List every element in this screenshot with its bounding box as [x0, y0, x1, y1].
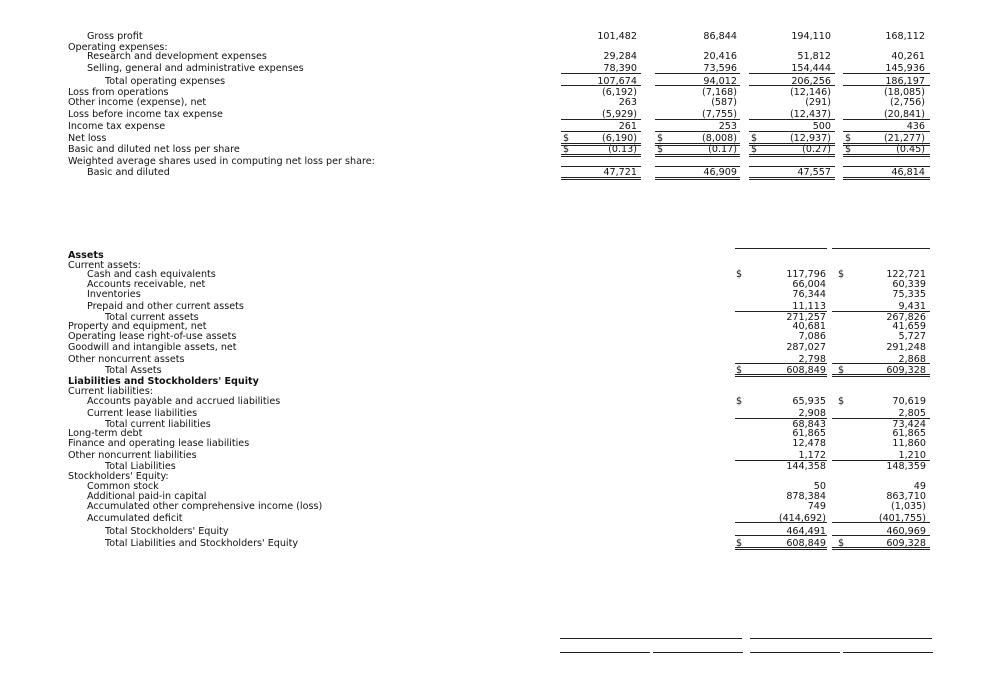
balance-cell: (414,692): [778, 513, 826, 524]
balance-row-label: Other noncurrent assets: [68, 354, 185, 365]
balance-cell: 60,339: [892, 279, 926, 290]
recon-section-label-row: [0, 600, 1000, 611]
balance-row-label: Goodwill and intangible assets, net: [68, 342, 237, 353]
income-currency-symbol: $: [845, 133, 852, 144]
balance-cell: 66,004: [792, 279, 826, 290]
income-cell: 46,814: [891, 167, 925, 178]
income-cell: 46,909: [703, 167, 737, 178]
balance-rule: [735, 376, 827, 377]
income-cell: (8,008): [702, 133, 737, 144]
balance-rule: [735, 522, 827, 523]
balance-currency-symbol: $: [736, 365, 743, 376]
income-cell: (6,190): [602, 133, 637, 144]
balance-cell: 609,328: [886, 538, 926, 549]
income-rule: [843, 73, 930, 74]
balance-cell: 271,257: [786, 312, 826, 323]
balance-rule: [735, 460, 827, 461]
income-cell: (0.13): [608, 144, 637, 155]
balance-row-label: Common stock: [87, 481, 159, 492]
income-cell: (587): [711, 97, 737, 108]
income-rule: [561, 156, 641, 157]
income-cell: (12,437): [789, 109, 831, 120]
income-rule: [655, 156, 740, 157]
balance-row: [0, 331, 1000, 342]
income-cell: 86,844: [703, 31, 737, 42]
balance-row: [0, 289, 1000, 300]
income-row: [0, 97, 1000, 108]
income-cell: 500: [812, 121, 831, 132]
income-rule: [749, 156, 835, 157]
balance-rule: [832, 549, 930, 550]
balance-cell: 5,727: [898, 331, 926, 342]
balance-cell: 7,086: [798, 331, 826, 342]
balance-cell: 73,424: [892, 419, 926, 430]
income-rule: [561, 85, 641, 86]
balance-cell: 148,359: [886, 461, 926, 472]
balance-row: [0, 396, 1000, 407]
income-rule: [655, 73, 740, 74]
balance-cell: 267,826: [886, 312, 926, 323]
balance-row-label: Current assets:: [68, 260, 141, 271]
balance-row-label: Long-term debt: [68, 428, 143, 439]
income-rule: [561, 179, 641, 180]
balance-cell: 40,681: [792, 321, 826, 332]
balance-cell: 2,908: [798, 408, 826, 419]
balance-row-label: Liabilities and Stockholders' Equity: [68, 376, 259, 387]
income-row: [0, 31, 1000, 42]
balance-cell: 609,328: [886, 365, 926, 376]
balance-row-label: Current lease liabilities: [87, 408, 198, 419]
balance-cell: 608,849: [786, 538, 826, 549]
balance-row: [0, 501, 1000, 512]
income-row-label: Operating expenses:: [68, 42, 168, 53]
balance-cell: 61,865: [792, 428, 826, 439]
income-rule: [843, 166, 930, 167]
balance-row: [0, 342, 1000, 353]
income-rule: [843, 145, 930, 146]
income-rule: [749, 179, 835, 180]
balance-cell: (1,035): [891, 501, 926, 512]
recon-years-row: [0, 640, 1000, 651]
balance-rule: [735, 418, 827, 419]
balance-rule: [832, 418, 930, 419]
balance-cell: 2,868: [898, 354, 926, 365]
income-cell: (7,168): [702, 87, 737, 98]
balance-row-label: Total Stockholders' Equity: [105, 526, 229, 537]
balance-cell: 464,491: [786, 526, 826, 537]
balance-cell: 878,384: [786, 491, 826, 502]
balance-cell: 2,798: [798, 354, 826, 365]
income-cell: (20,841): [883, 109, 925, 120]
balance-row-label: Property and equipment, net: [68, 321, 207, 332]
income-rule: [655, 119, 740, 120]
income-cell: 47,721: [603, 167, 637, 178]
income-rule: [843, 85, 930, 86]
income-cell: 101,482: [597, 31, 637, 42]
income-cell: (12,937): [789, 133, 831, 144]
balance-rule: [735, 311, 827, 312]
income-cell: (7,755): [702, 109, 737, 120]
balance-row-label: Prepaid and other current assets: [87, 301, 244, 312]
balance-rule: [735, 363, 827, 364]
income-cell: (18,085): [883, 87, 925, 98]
balance-cell: 291,248: [886, 342, 926, 353]
income-rule: [561, 119, 641, 120]
balance-cell: 68,843: [792, 419, 826, 430]
balance-col1-header-rule: [735, 248, 827, 249]
recon-year-3-rule: [750, 652, 840, 653]
income-cell: 73,596: [703, 63, 737, 74]
income-cell: 145,936: [885, 63, 925, 74]
income-row: [0, 51, 1000, 62]
balance-cell: 11,113: [792, 301, 826, 312]
balance-rule: [735, 535, 827, 536]
balance-cell: 144,358: [786, 461, 826, 472]
balance-row: [0, 438, 1000, 449]
balance-cell: (401,755): [878, 513, 926, 524]
balance-currency-symbol: $: [838, 538, 845, 549]
balance-cell: 50: [813, 481, 826, 492]
income-currency-symbol: $: [563, 144, 570, 155]
balance-currency-symbol: $: [838, 269, 845, 280]
balance-rule: [832, 535, 930, 536]
income-cell: (6,192): [602, 87, 637, 98]
balance-row-label: Total Assets: [105, 365, 162, 376]
income-cell: 94,012: [703, 76, 737, 87]
recon-year-2-rule: [653, 652, 743, 653]
income-rule: [843, 119, 930, 120]
balance-rule: [832, 522, 930, 523]
balance-cell: 287,027: [786, 342, 826, 353]
income-rule: [749, 73, 835, 74]
balance-rule: [832, 363, 930, 364]
income-row-label: Basic and diluted net loss per share: [68, 144, 240, 155]
income-rule: [843, 156, 930, 157]
balance-cell: 2,805: [898, 408, 926, 419]
income-cell: 168,112: [885, 31, 925, 42]
balance-row-label: Accounts receivable, net: [87, 279, 206, 290]
income-rule: [561, 145, 641, 146]
income-cell: 194,110: [791, 31, 831, 42]
recon-year-4-rule: [843, 652, 933, 653]
income-rule: [749, 131, 835, 132]
balance-currency-symbol: $: [736, 396, 743, 407]
balance-row-label: Additional paid-in capital: [87, 491, 207, 502]
income-rule: [843, 179, 930, 180]
balance-currency-symbol: $: [838, 396, 845, 407]
income-rule: [655, 145, 740, 146]
balance-row-label: Other noncurrent liabilities: [68, 450, 197, 461]
balance-cell: 75,335: [892, 289, 926, 300]
income-cell: (21,277): [883, 133, 925, 144]
income-cell: 40,261: [891, 51, 925, 62]
income-currency-symbol: $: [751, 144, 758, 155]
income-cell: 206,256: [791, 76, 831, 87]
income-cell: 20,416: [703, 51, 737, 62]
income-row-label: Research and development expenses: [87, 51, 267, 62]
balance-cell: 749: [807, 501, 826, 512]
balance-col2-header-rule: [832, 248, 930, 249]
income-rule: [749, 85, 835, 86]
income-rule: [843, 131, 930, 132]
balance-cell: 608,849: [786, 365, 826, 376]
balance-rule: [832, 460, 930, 461]
balance-row-label: Current liabilities:: [68, 386, 153, 397]
income-rule: [749, 119, 835, 120]
income-rule: [749, 145, 835, 146]
income-cell: 263: [618, 97, 637, 108]
balance-cell: 76,344: [792, 289, 826, 300]
balance-currency-symbol: $: [838, 365, 845, 376]
income-cell: (0.27): [802, 144, 831, 155]
balance-cell: 12,478: [792, 438, 826, 449]
income-currency-symbol: $: [657, 144, 664, 155]
income-cell: 186,197: [885, 76, 925, 87]
balance-row-label: Finance and operating lease liabilities: [68, 438, 250, 449]
income-cell: 436: [906, 121, 925, 132]
balance-cell: 9,431: [898, 301, 926, 312]
balance-cell: 49: [913, 481, 926, 492]
income-cell: (12,146): [789, 87, 831, 98]
income-row-label: Other income (expense), net: [68, 97, 207, 108]
recon-group1-rule: [560, 638, 742, 639]
income-currency-symbol: $: [845, 144, 852, 155]
balance-row-label: Total Liabilities: [105, 461, 176, 472]
income-rule: [561, 166, 641, 167]
income-cell: 29,284: [603, 51, 637, 62]
balance-row-label: Accumulated other comprehensive income (loss): [87, 501, 323, 512]
balance-row-label: Total current liabilities: [105, 419, 211, 430]
income-rule: [655, 131, 740, 132]
income-cell: (2,756): [890, 97, 925, 108]
balance-cell: 65,935: [792, 396, 826, 407]
income-cell: 154,444: [791, 63, 831, 74]
balance-row-label: Accumulated deficit: [87, 513, 183, 524]
balance-cell: 117,796: [786, 269, 826, 280]
income-row-label: Total operating expenses: [105, 76, 226, 87]
balance-cell: 460,969: [886, 526, 926, 537]
balance-row-label: Operating lease right-of-use assets: [68, 331, 237, 342]
income-row-label: Loss before income tax expense: [68, 109, 223, 120]
balance-row-label: Total Liabilities and Stockholders' Equity: [105, 538, 299, 549]
balance-cell: 11,860: [892, 438, 926, 449]
income-cell: 253: [718, 121, 737, 132]
balance-row-label: Stockholders' Equity:: [68, 471, 169, 482]
balance-row-label: Inventories: [87, 289, 141, 300]
balance-rule: [832, 311, 930, 312]
income-row-label: Gross profit: [87, 31, 143, 42]
income-cell: 261: [618, 121, 637, 132]
balance-cell: 122,721: [886, 269, 926, 280]
income-cell: 107,674: [597, 76, 637, 87]
income-rule: [655, 85, 740, 86]
income-currency-symbol: $: [563, 133, 570, 144]
income-row-label: Basic and diluted: [87, 167, 170, 178]
income-currency-symbol: $: [751, 133, 758, 144]
balance-cell: 1,210: [898, 450, 926, 461]
income-row-label: Net loss: [68, 133, 107, 144]
balance-cell: 61,865: [892, 428, 926, 439]
balance-row-label: Accounts payable and accrued liabilities: [87, 396, 281, 407]
balance-cell: 41,659: [892, 321, 926, 332]
balance-rule: [735, 549, 827, 550]
income-cell: (291): [805, 97, 831, 108]
income-row-label: Selling, general and administrative expenses: [87, 63, 304, 74]
balance-rule: [832, 376, 930, 377]
balance-cell: 70,619: [892, 396, 926, 407]
income-rule: [561, 131, 641, 132]
income-cell: (0.17): [708, 144, 737, 155]
income-row-label: Income tax expense: [68, 121, 166, 132]
balance-row-label: Cash and cash equivalents: [87, 269, 216, 280]
recon-group2-rule: [750, 638, 932, 639]
income-row-label: Weighted average shares used in computing net loss per share:: [68, 156, 375, 167]
income-cell: (0.45): [896, 144, 925, 155]
balance-cell: 1,172: [798, 450, 826, 461]
recon-year-1-rule: [560, 652, 650, 653]
balance-row-label: Total current assets: [105, 312, 199, 323]
balance-cell: 863,710: [886, 491, 926, 502]
income-currency-symbol: $: [657, 133, 664, 144]
income-cell: 51,812: [797, 51, 831, 62]
income-rule: [655, 179, 740, 180]
income-rule: [561, 73, 641, 74]
income-rule: [749, 166, 835, 167]
balance-row-label: Assets: [68, 250, 104, 261]
income-cell: 47,557: [797, 167, 831, 178]
income-cell: (5,929): [602, 109, 637, 120]
income-rule: [655, 166, 740, 167]
income-cell: 78,390: [603, 63, 637, 74]
balance-currency-symbol: $: [736, 538, 743, 549]
balance-currency-symbol: $: [736, 269, 743, 280]
income-row-label: Loss from operations: [68, 87, 169, 98]
